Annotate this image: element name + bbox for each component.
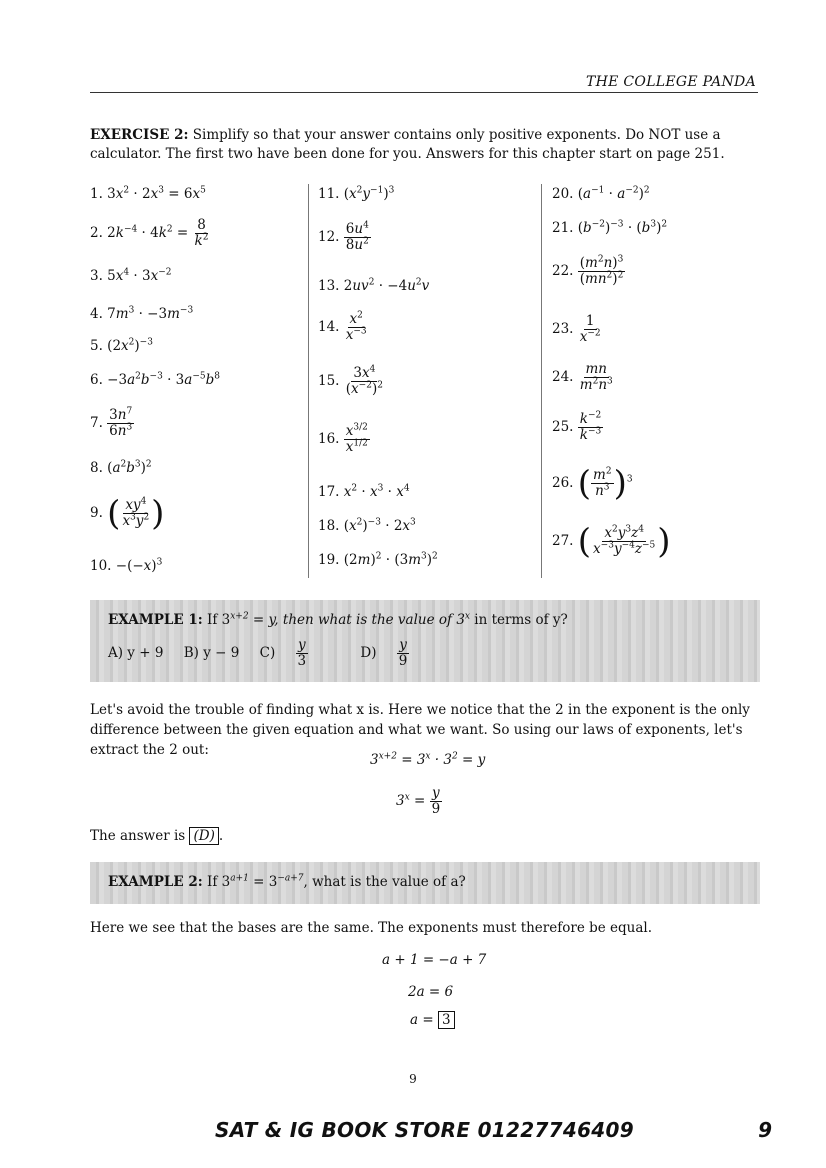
problem-3: 3. $5x^4 \cdot 3x^{-2}$ bbox=[90, 267, 172, 284]
problem-8: 8. $(a^2b^3)^2$ bbox=[90, 459, 152, 476]
example-1-explanation: Let's avoid the trouble of finding what x is. Here we notice that the 2 in the exponent is the only difference between the given equation and what we want. So using our laws of exponents, let's extract the 2 out: bbox=[90, 702, 750, 758]
exercise-text: Simplify so that your answer contains only positive exponents. Do NOT use a calculator. The first two have been done for you. Answers for this chapter start on page 251. bbox=[90, 127, 725, 162]
example-1-label: EXAMPLE 1: bbox=[108, 612, 203, 628]
footer-store-text: SAT & IG BOOK STORE 01227746409 bbox=[215, 1118, 634, 1142]
example-1-answer: (D) bbox=[189, 827, 218, 845]
problem-5: 5. $(2x^2)^{-3}$ bbox=[90, 337, 153, 354]
exercise-instructions bbox=[90, 126, 760, 164]
problem-21: 21. $(b^{-2})^{-3} \cdot (b^3)^2$ bbox=[552, 219, 668, 236]
example-2-step-3: a = 3 bbox=[410, 1012, 455, 1028]
problem-6: 6. $-3a^2b^{-3} \cdot 3a^{-5}b^8$ bbox=[90, 371, 221, 388]
example-1-answer-line: The answer is (D) . bbox=[90, 828, 224, 844]
problem-9: 9. ( $\frac{xy^4}{x^3y^2}$ ) bbox=[90, 493, 165, 534]
example-1-box bbox=[90, 600, 760, 682]
example-2-explanation: Here we see that the bases are the same. The exponents must therefore be equal. bbox=[90, 920, 653, 936]
problem-24: 24. $\frac{mn}{m^2n^3}$ bbox=[552, 361, 613, 393]
footer-page-number: 9 bbox=[758, 1118, 772, 1142]
example-1-choices bbox=[108, 638, 457, 669]
problem-18: 18. $(x^2)^{-3} \cdot 2x^3$ bbox=[318, 517, 416, 534]
problem-14: 14. $\frac{x^2}{x^{-3}}$ bbox=[318, 310, 367, 343]
problem-12: 12. $\frac{6u^4}{8u^2}$ bbox=[318, 220, 369, 253]
example-2-question: EXAMPLE 2: If $3^{a+1} = 3^{-a+7}$, what is the value of a? bbox=[108, 873, 466, 890]
column-divider bbox=[541, 184, 542, 578]
problem-19: 19. $(2m)^2 \cdot (3m^3)^2$ bbox=[318, 551, 438, 568]
example-1-equation-2: $3^x$ = $\frac{y}{9}$ bbox=[396, 785, 441, 817]
example-2-step-1: a + 1 = −a + 7 bbox=[382, 952, 487, 968]
example-2-step-2: 2a = 6 bbox=[408, 984, 454, 1000]
problem-16: 16. $\frac{x^{3/2}}{x^{1/2}}$ bbox=[318, 422, 368, 455]
example-1-equation-1: $3^{x+2} = 3^x \cdot 3^2 = y$ bbox=[370, 751, 486, 768]
problem-22: 22. $\frac{(m^2n)^3}{(mn^2)^2}$ bbox=[552, 254, 624, 287]
problem-11: 11. $(x^2y^{-1})^3$ bbox=[318, 185, 395, 202]
problem-2: 2. $2k^{-4} \cdot 4k^2$ = $\frac{8}{k^2}$ bbox=[90, 217, 209, 249]
column-divider bbox=[308, 184, 309, 578]
problem-26: 26. ( $\frac{m^2}{n^3}$ )$^3$ bbox=[552, 463, 633, 504]
choice-b: B) y − 9 bbox=[183, 645, 240, 661]
example-1-question: EXAMPLE 1: If $3^{x+2} = y$, then what is the value of 3$^x$ in terms of y? bbox=[108, 611, 568, 628]
example-2-answer: 3 bbox=[438, 1011, 455, 1029]
problem-27: 27. ( $\frac{x^2y^3z^4}{x^{-3}y^{-4}z^{-5}}$ ) bbox=[552, 521, 671, 562]
problem-1: 1. $3x^2 \cdot 2x^3 = 6x^5$ bbox=[90, 185, 206, 202]
choice-d: D) $\frac{y}{9}$ bbox=[360, 637, 408, 669]
page-number: 9 bbox=[409, 1072, 417, 1086]
problem-25: 25. $\frac{k^{-2}}{k^{-3}}$ bbox=[552, 410, 602, 443]
problem-4: 4. $7m^3 \cdot -3m^{-3}$ bbox=[90, 305, 194, 322]
example-2-box bbox=[90, 862, 760, 904]
example-2-label: EXAMPLE 2: bbox=[108, 874, 203, 890]
choice-a: A) y + 9 bbox=[108, 645, 164, 661]
running-header: THE COLLEGE PANDA bbox=[585, 74, 756, 90]
exercise-label: EXERCISE 2: bbox=[90, 127, 189, 143]
problem-7: 7. $\frac{3n^7}{6n^3}$ bbox=[90, 406, 133, 439]
problem-20: 20. $(a^{-1} \cdot a^{-2})^2$ bbox=[552, 185, 650, 202]
problem-15: 15. $\frac{3x^4}{(x^{-2})^2}$ bbox=[318, 364, 383, 397]
problem-13: 13. $2uv^2 \cdot -4u^2v$ bbox=[318, 277, 430, 294]
choice-c: C) $\frac{y}{3}$ bbox=[259, 637, 307, 669]
header-rule bbox=[90, 92, 758, 93]
problem-23: 23. $\frac{1}{x^{-2}}$ bbox=[552, 313, 601, 345]
problem-10: 10. $-(-x)^3$ bbox=[90, 557, 163, 574]
problem-17: 17. $x^2 \cdot x^3 \cdot x^4$ bbox=[318, 483, 410, 500]
